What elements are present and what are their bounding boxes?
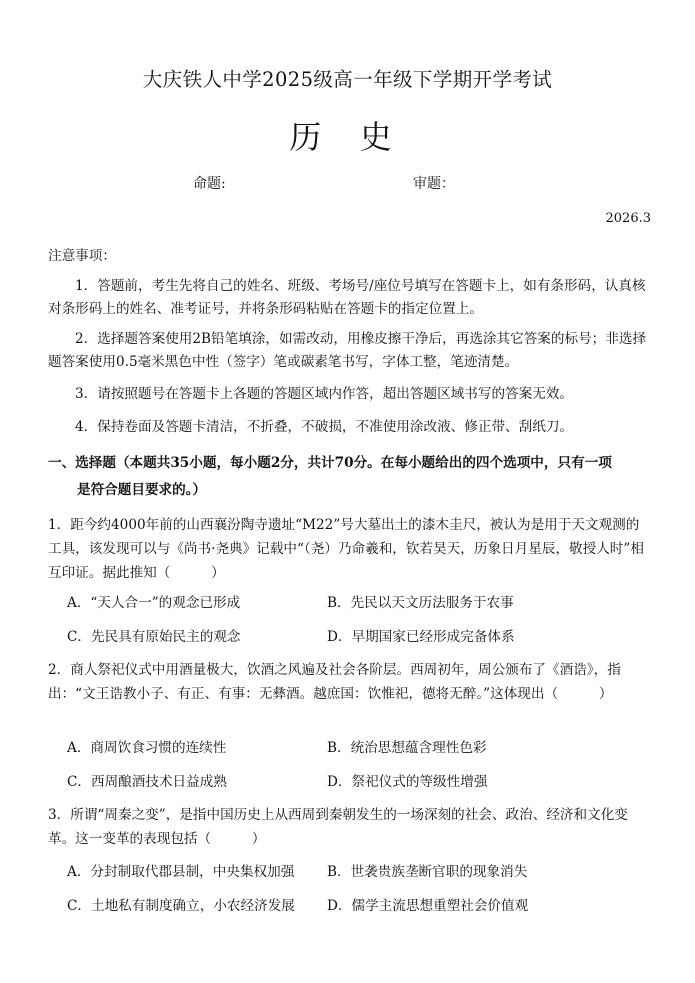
question-1-option-c[interactable]: C．先民具有原始民主的观念 [67, 629, 241, 645]
question-3-option-a[interactable]: A．分封制取代郡县制，中央集权加强 [67, 864, 295, 880]
question-1-stem: 1．距今约4000年前的山西襄汾陶寺遗址“M22”号大墓出土的漆木圭尺，被认为是用于天文观测的工具，该发现可以与《尚书·尧典》记载中“（尧）乃命羲和，钦若昊天，历象日月星辰，敬授人时”相互印证。据此推知（ ） [48, 517, 644, 581]
proposer-label: 命题: [193, 176, 226, 192]
exam-title: 大庆铁人中学2025级高一年级下学期开学考试 [142, 68, 553, 91]
question-2-option-b[interactable]: B．统治思想蕴含理性色彩 [327, 740, 487, 756]
section-heading-line2: 是符合题目要求的。） [77, 482, 207, 498]
question-2-option-a[interactable]: A．商周饮食习惯的连续性 [67, 740, 227, 756]
question-2-option-d[interactable]: D．祭祀仪式的等级性增强 [327, 774, 488, 790]
question-1-option-a[interactable]: A．“天人合一”的观念已形成 [67, 595, 241, 611]
section-heading-line1: 一、选择题（本题共35小题，每小题2分，共计70分。在每小题给出的四个选项中，只有一项 [48, 455, 612, 471]
notice-heading: 注意事项： [48, 248, 116, 264]
question-3-stem: 3．所谓“周秦之变”，是指中国历史上从西周到秦朝发生的一场深刻的社会、政治、经济和文化变革。这一变革的表现包括（ ） [48, 807, 628, 847]
section-heading [48, 450, 648, 504]
question-2-stem: 2．商人祭祀仪式中用酒量极大，饮酒之风遍及社会各阶层。西周初年，周公颁布了《酒诰》，指出：“文王诰教小子、有正、有事：无彝酒。越庶国：饮惟祀，德将无醉。”这体现出（ ） [48, 662, 621, 702]
notice-item-1: 1．答题前，考生先将自己的姓名、班级、考场号/座位号填写在答题卡上，如有条形码，认真核对条形码上的姓名、准考证号，并将条形码粘贴在答题卡的指定位置上。 [48, 278, 646, 317]
notice-item-3: 3．请按照题号在答题卡上各题的答题区域内作答，超出答题区域书写的答案无效。 [75, 386, 574, 402]
notice-item-2: 2．选择题答案使用2B铅笔填涂，如需改动，用橡皮擦干净后，再选涂其它答案的标号；非选择题答案使用0.5毫米黑色中性（签字）笔或碳素笔书写，字体工整，笔迹清楚。 [48, 331, 647, 370]
notice-item-4: 4．保持卷面及答题卡清洁，不折叠，不破损，不准使用涂改液、修正带、刮纸刀。 [75, 419, 574, 435]
question-3-option-d[interactable]: D．儒学主流思想重塑社会价值观 [327, 898, 529, 914]
question-3-option-c[interactable]: C．土地私有制度确立，小农经济发展 [67, 898, 295, 914]
question-3-option-b[interactable]: B．世袭贵族垄断官职的现象消失 [327, 864, 528, 880]
subject-title: 历 史 [289, 118, 406, 156]
question-2-option-c[interactable]: C．西周酿酒技术日益成熟 [67, 774, 227, 790]
exam-date: 2026.3 [605, 211, 651, 226]
reviewer-label: 审题： [413, 176, 455, 192]
question-1-option-d[interactable]: D．早期国家已经形成完备体系 [327, 629, 515, 645]
question-1-option-b[interactable]: B．先民以天文历法服务于农事 [327, 595, 514, 611]
